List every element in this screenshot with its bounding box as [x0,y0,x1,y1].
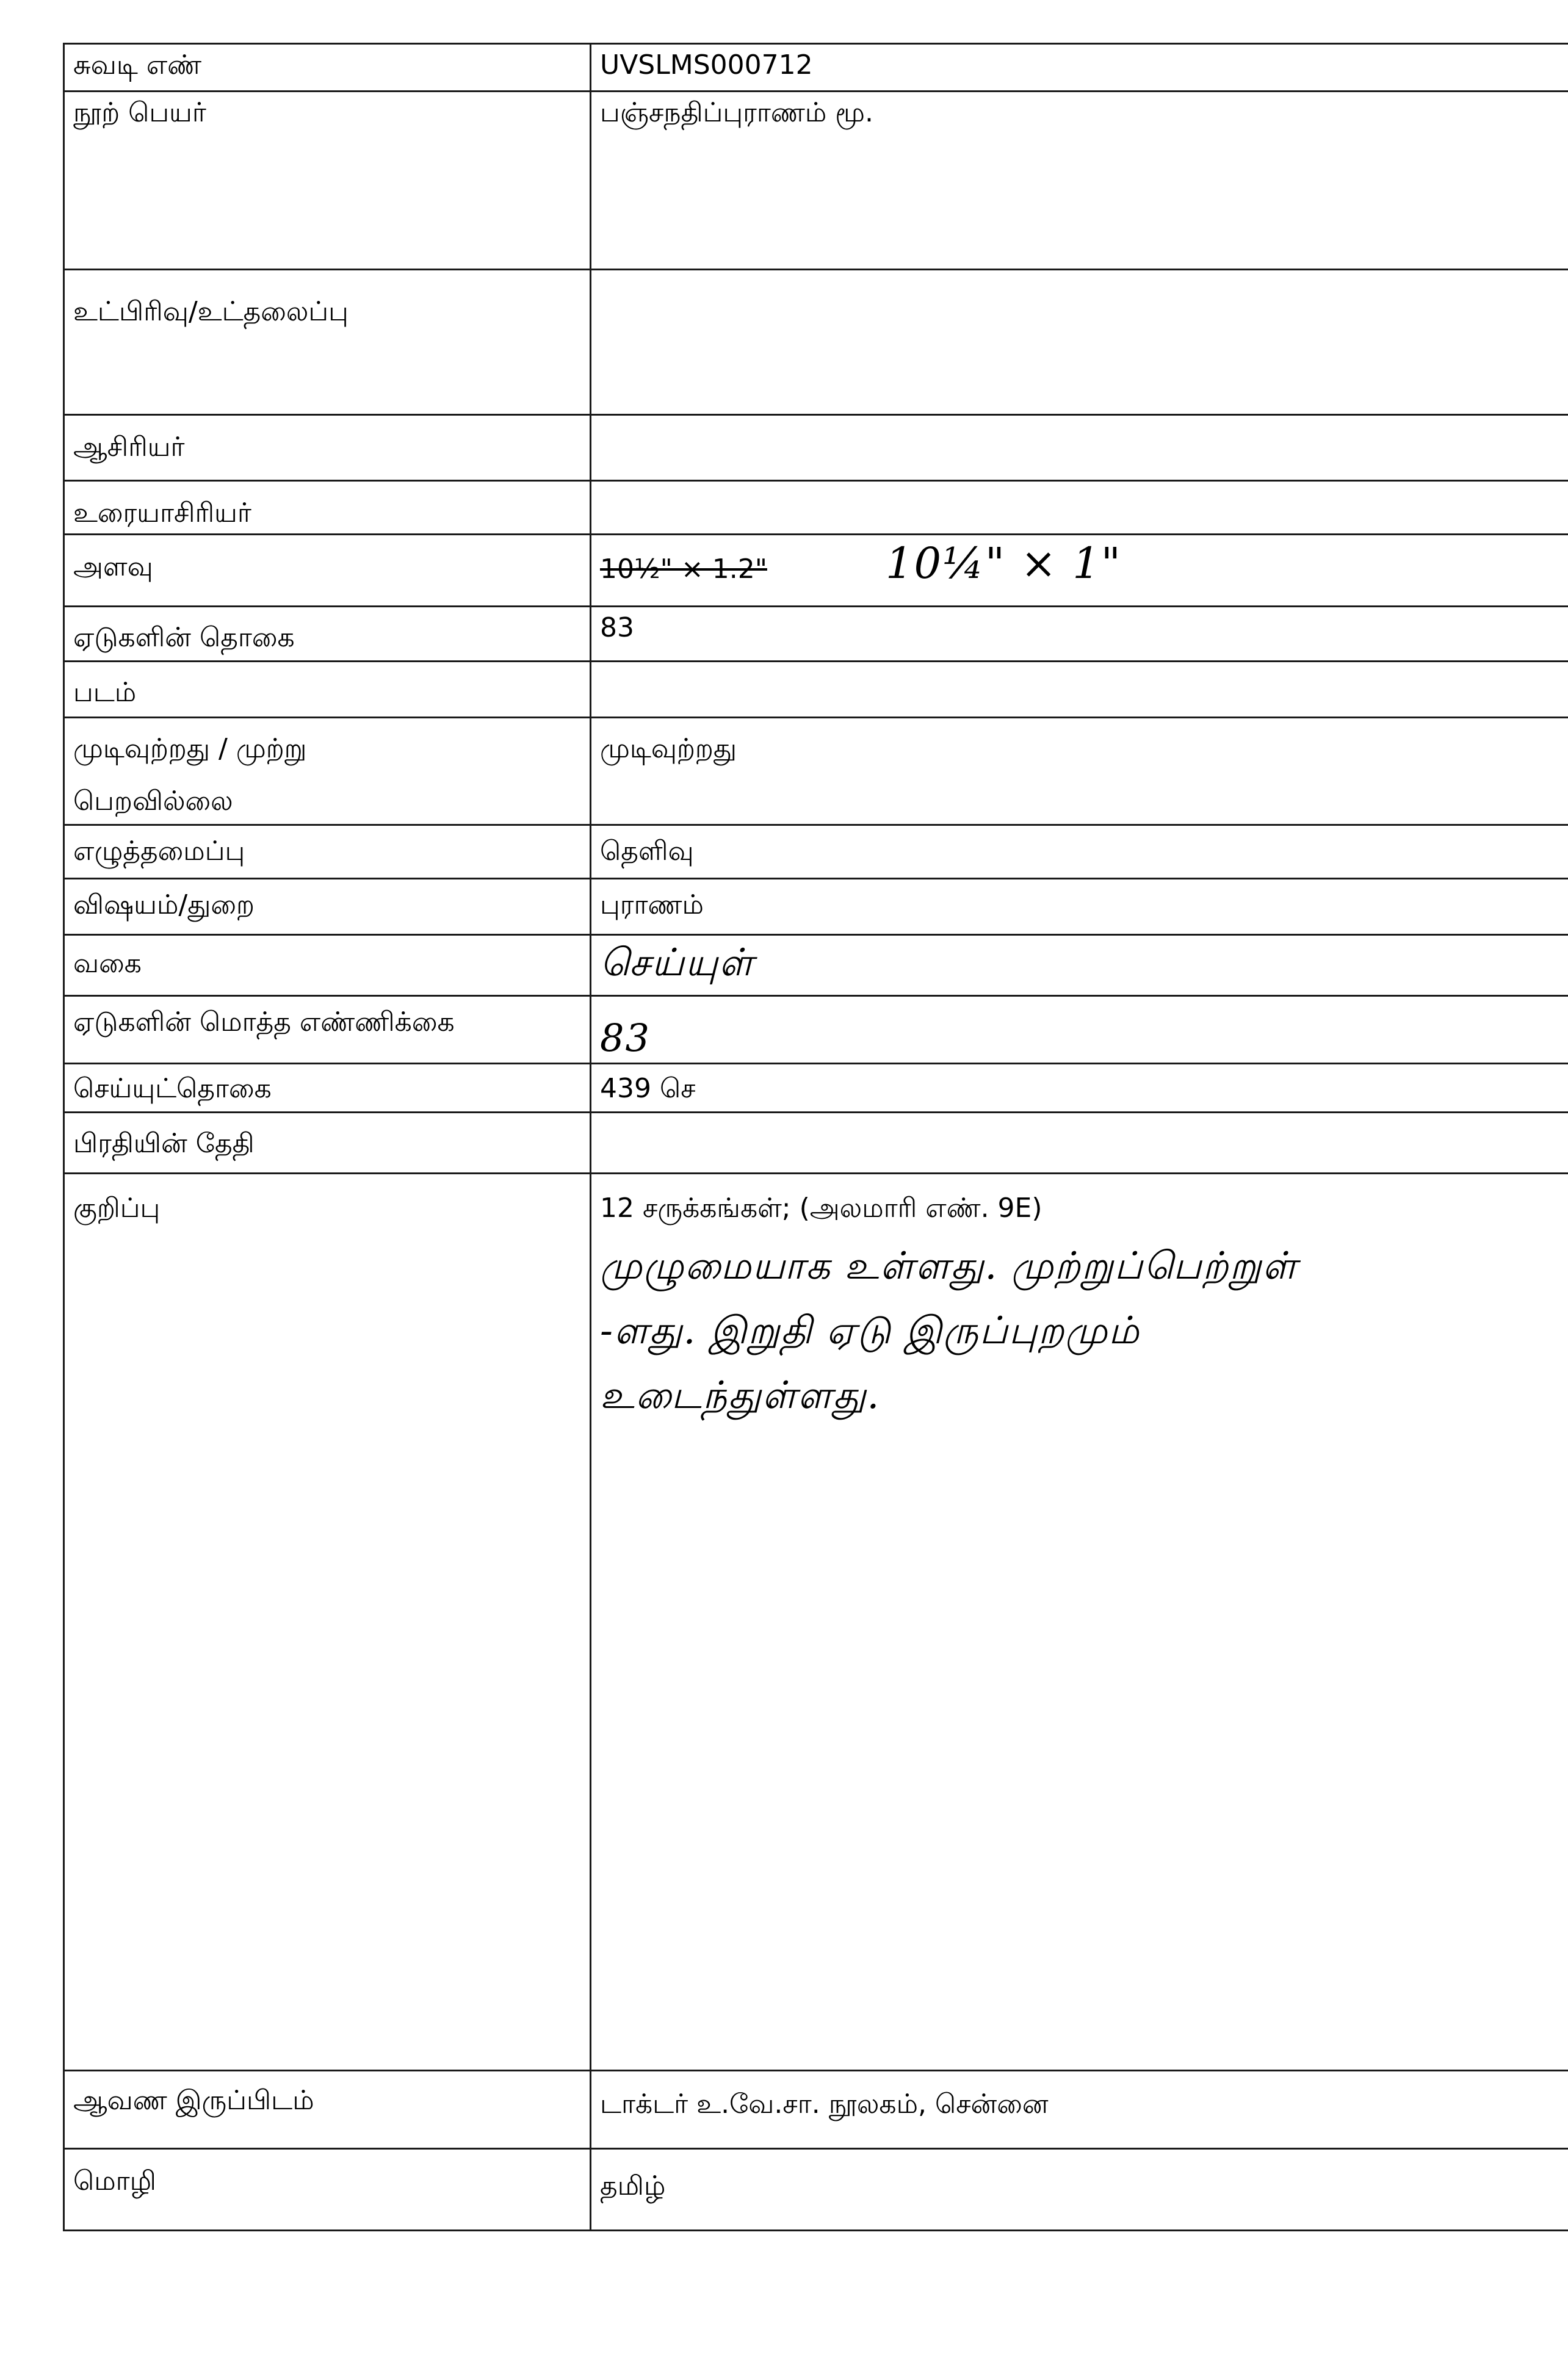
field-value-author [591,415,1568,481]
table-row [64,935,1568,996]
table-row [64,825,1568,879]
completion-label-line-2: பெறவில்லை [73,785,233,817]
table-row [64,2149,1568,2231]
table-row [64,535,1568,607]
table-row [64,481,1568,535]
field-label-size: அளவு [64,535,591,607]
table-row [64,1174,1568,2071]
field-value-verse-count: 439 செ [591,1064,1568,1113]
field-label-type: வகை [64,935,591,996]
notes-printed-text: 12 சருக்கங்கள்; (அலமாரி எண். 9E) [600,1193,1042,1224]
struck-size-value: 10½" × 1.2" [600,554,767,585]
field-label-manuscript-number: சுவடி எண் [64,44,591,92]
table-row [64,2071,1568,2149]
field-value-copy-date [591,1113,1568,1174]
field-value-manuscript-number: UVSLMS000712 [591,44,1568,92]
field-value-repository: டாக்டர் உ.வே.சா. நூலகம், சென்னை [591,2071,1568,2149]
field-value-subject: புராணம் [591,879,1568,935]
field-label-language: மொழி [64,2149,591,2231]
field-label-commentator: உரையாசிரியர் [64,481,591,535]
field-label-title: நூற் பெயர் [64,92,591,270]
field-label-total-leaves: ஏடுகளின் மொத்த எண்ணிக்கை [64,996,591,1064]
handwritten-total-leaves-value: 83 [600,1016,651,1060]
manuscript-record-table [63,43,1568,2231]
field-label-script: எழுத்தமைப்பு [64,825,591,879]
table-row [64,270,1568,415]
field-label-notes: குறிப்பு [64,1174,591,2071]
field-value-script: தெளிவு [591,825,1568,879]
table-row [64,44,1568,92]
field-value-total-leaves [591,996,1568,1064]
field-value-commentator [591,481,1568,535]
field-value-title: பஞ்சநதிப்புராணம் மூ. [591,92,1568,270]
table-row [64,718,1568,825]
field-label-repository: ஆவண இருப்பிடம் [64,2071,591,2149]
field-value-completion: முடிவுற்றது [591,718,1568,825]
field-value-picture [591,662,1568,718]
table-row [64,879,1568,935]
field-value-leaf-count: 83 [591,607,1568,662]
field-label-completion [64,718,591,825]
field-value-type [591,935,1568,996]
field-value-subtitle [591,270,1568,415]
field-label-picture: படம் [64,662,591,718]
field-value-size [591,535,1568,607]
field-label-subtitle: உட்பிரிவு/உட்தலைப்பு [64,270,591,415]
notes-handwritten-line-1: முழுமையாக உள்ளது. முற்றுப்பெற்றுள் [600,1243,1298,1288]
field-label-verse-count: செய்யுட்தொகை [64,1064,591,1113]
notes-handwritten-line-3: உடைந்துள்ளது. [600,1373,881,1417]
table-row [64,92,1568,270]
field-label-leaf-count: ஏடுகளின் தொகை [64,607,591,662]
completion-label-line-1: முடிவுற்றது / முற்று [73,733,307,764]
field-label-subject: விஷயம்/துறை [64,879,591,935]
table-row [64,1064,1568,1113]
table-row [64,662,1568,718]
table-row [64,1113,1568,1174]
handwritten-type-value: செய்யுள் [600,940,754,984]
handwritten-size-value: 10¼" × 1" [885,538,1122,588]
field-value-notes [591,1174,1568,2071]
field-label-author: ஆசிரியர் [64,415,591,481]
field-label-copy-date: பிரதியின் தேதி [64,1113,591,1174]
table-row [64,607,1568,662]
field-value-language: தமிழ் [591,2149,1568,2231]
table-row [64,415,1568,481]
notes-handwritten-line-2: -ளது. இறுதி ஏடு இருப்புறமும் [600,1308,1140,1352]
table-row [64,996,1568,1064]
